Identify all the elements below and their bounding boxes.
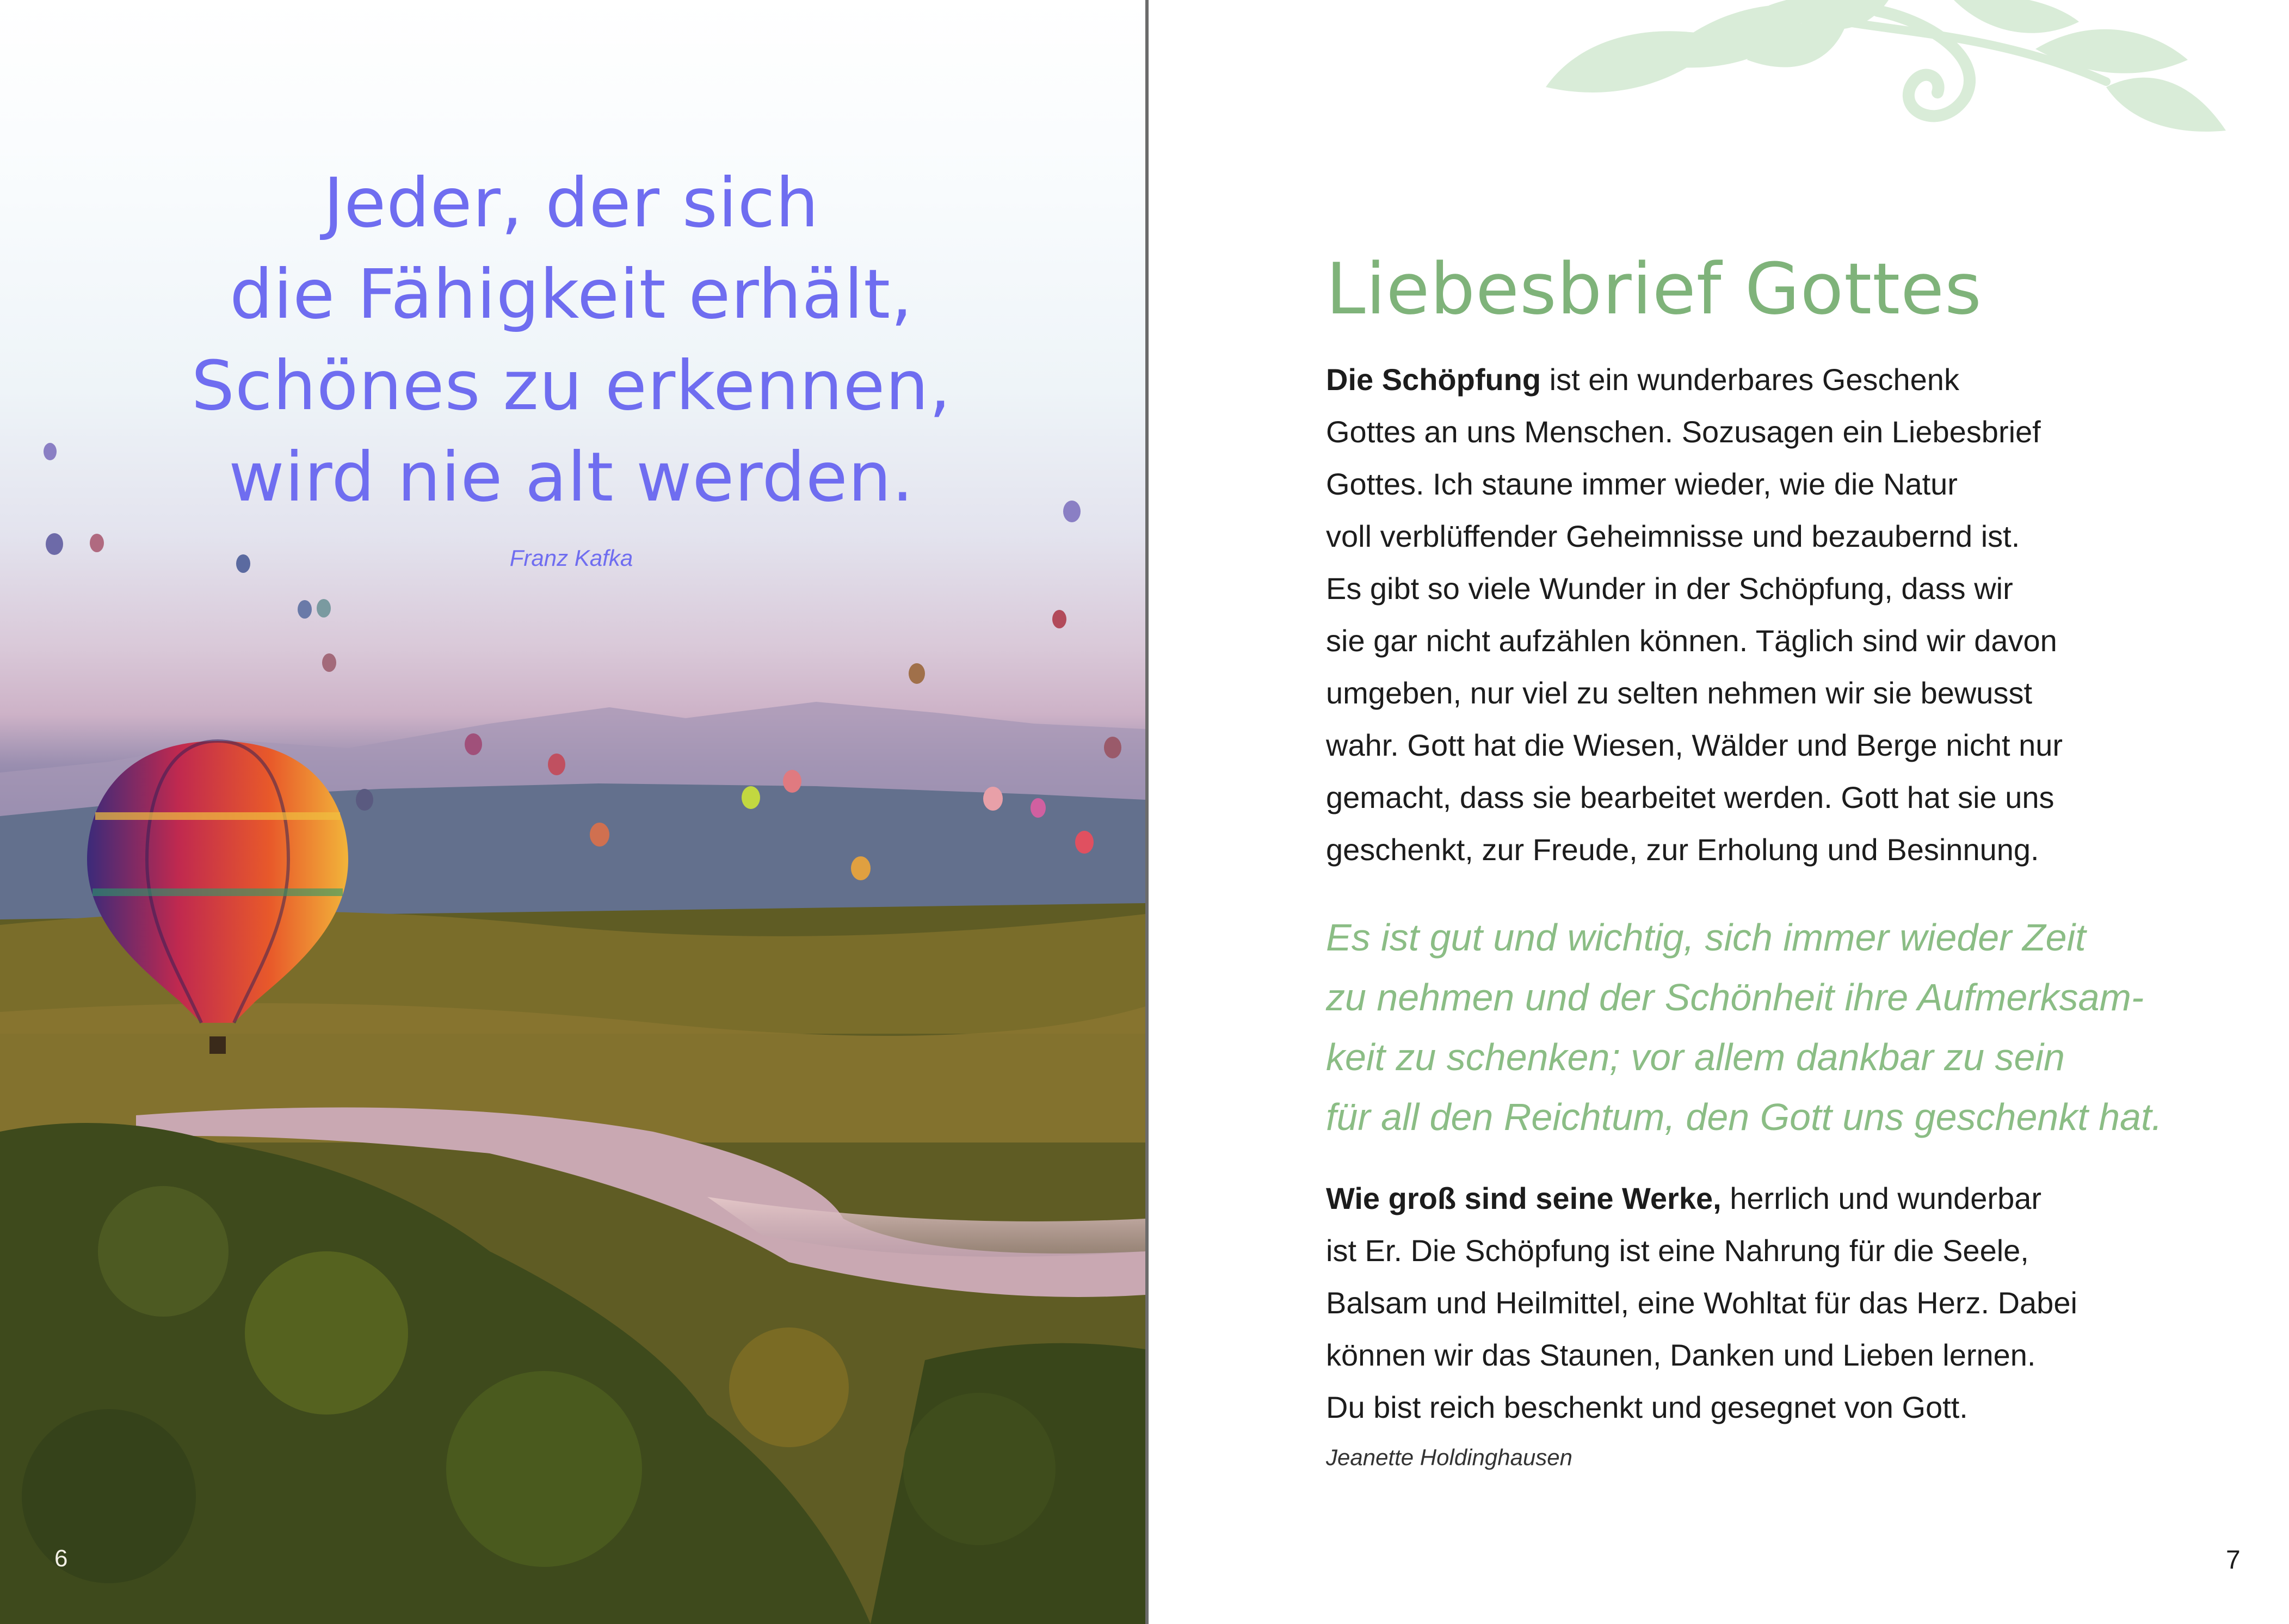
text-line: gemacht, dass sie bearbeitet werden. Gott hat sie uns xyxy=(1326,780,2054,814)
article-title: Liebesbrief Gottes xyxy=(1326,248,1982,330)
highlight-line: zu nehmen und der Schönheit ihre Aufmerksam- xyxy=(1326,976,2144,1018)
page-number-left: 6 xyxy=(54,1545,68,1572)
quote-line: Schönes zu erkennen, xyxy=(191,347,952,425)
body-paragraph-1 xyxy=(1326,354,2218,876)
text-line-rest: ist ein wunderbares Geschenk xyxy=(1541,362,1959,397)
lead-phrase: Wie groß sind seine Werke, xyxy=(1326,1181,1722,1215)
leaf-ornament-icon xyxy=(1464,0,2269,147)
text-line: umgeben, nur viel zu selten nehmen wir sie bewusst xyxy=(1326,676,2033,710)
text-line: ist Er. Die Schöpfung ist eine Nahrung für die Seele, xyxy=(1326,1233,2029,1268)
text-line-rest: herrlich und wunderbar xyxy=(1721,1181,2041,1215)
kafka-quote xyxy=(87,158,1056,571)
quote-line: wird nie alt werden. xyxy=(229,438,914,517)
body-paragraph-2 xyxy=(1326,1172,2218,1434)
text-line: sie gar nicht aufzählen können. Täglich sind wir davon xyxy=(1326,623,2057,658)
quote-author: Franz Kafka xyxy=(509,545,633,571)
text-line: Du bist reich beschenkt und gesegnet von Gott. xyxy=(1326,1390,1968,1424)
highlight-line: Es ist gut und wichtig, sich immer wieder Zeit xyxy=(1326,916,2086,959)
page-number-right: 7 xyxy=(2226,1546,2241,1574)
highlight-paragraph xyxy=(1326,907,2251,1147)
text-line: Gottes an uns Menschen. Sozusagen ein Liebesbrief xyxy=(1326,415,2041,449)
quote-line: Jeder, der sich xyxy=(323,164,819,243)
text-line: können wir das Staunen, Danken und Lieben lernen. xyxy=(1326,1338,2036,1372)
text-line: Gottes. Ich staune immer wieder, wie die Natur xyxy=(1326,467,1958,501)
text-line: Balsam und Heilmittel, eine Wohltat für das Herz. Dabei xyxy=(1326,1286,2077,1320)
text-line: voll verblüffender Geheimnisse und bezaubernd ist. xyxy=(1326,519,2020,553)
highlight-line: für all den Reichtum, den Gott uns geschenkt hat. xyxy=(1326,1096,2162,1138)
lead-phrase: Die Schöpfung xyxy=(1326,362,1541,397)
text-line: wahr. Gott hat die Wiesen, Wälder und Berge nicht nur xyxy=(1326,728,2063,762)
text-line: Es gibt so viele Wunder in der Schöpfung, dass wir xyxy=(1326,571,2013,606)
text-line: geschenkt, zur Freude, zur Erholung und Besinnung. xyxy=(1326,832,2039,867)
highlight-line: keit zu schenken; vor allem dankbar zu sein xyxy=(1326,1036,2065,1078)
right-page-text xyxy=(1149,0,2289,1624)
text-line xyxy=(1326,1172,2218,1225)
text-line xyxy=(1326,354,2218,406)
author-signature: Jeanette Holdinghausen xyxy=(1326,1444,1573,1470)
quote-line: die Fähigkeit erhält, xyxy=(230,255,913,334)
